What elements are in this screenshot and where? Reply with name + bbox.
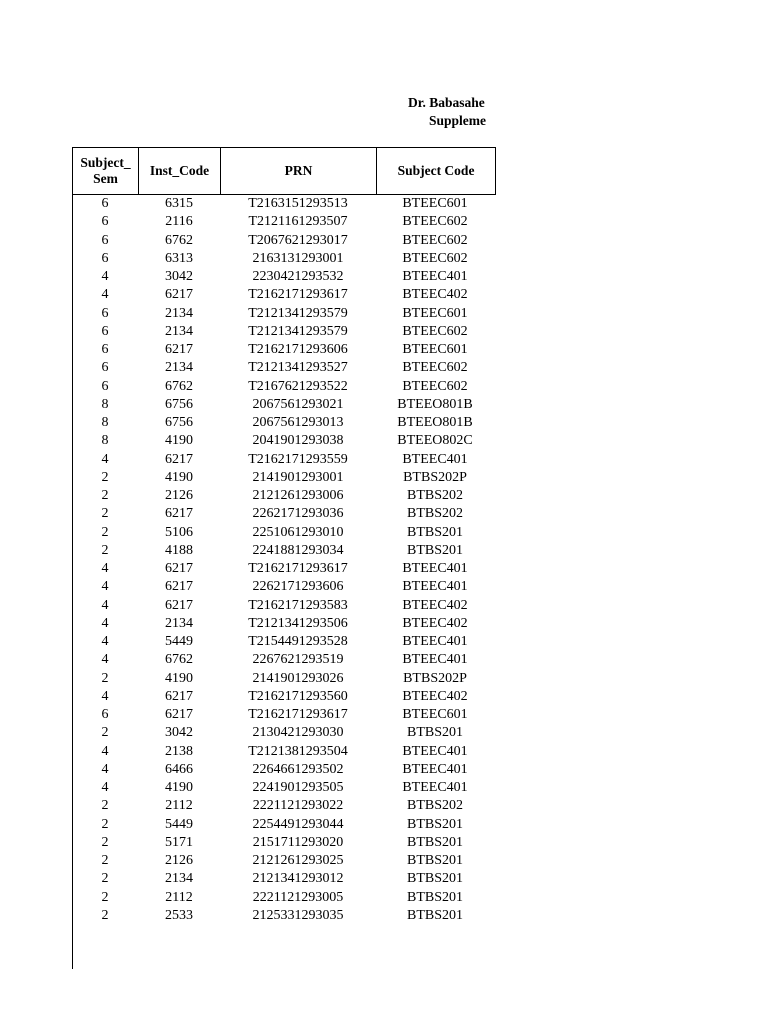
cell-prn: 2221121293005	[252, 889, 344, 905]
cell-prn: T2121341293579	[248, 323, 348, 339]
cell-inst-code: 4190	[165, 670, 193, 686]
cell-subject-sem: 4	[101, 269, 109, 284]
cell-subject-code: BTEEC401	[402, 652, 468, 668]
cell-subject-sem: 6	[101, 707, 109, 722]
cell-subject-sem: 6	[101, 323, 109, 339]
cell-prn: T2121341293579	[248, 305, 348, 321]
column-header-label: PRN	[284, 163, 313, 178]
cell-subject-code: BTBS201	[406, 907, 463, 923]
cell-subject-code: BTBS201	[406, 524, 463, 540]
cell-inst-code: 2134	[165, 323, 193, 339]
cell-subject-code: BTEEC402	[402, 615, 468, 631]
cell-prn: T2121341293527	[248, 360, 348, 376]
table-row	[72, 213, 496, 231]
cell-subject-sem: 2	[101, 670, 109, 686]
table-row	[72, 232, 496, 250]
cell-subject-sem: 4	[101, 451, 109, 467]
table-row	[72, 250, 496, 268]
cell-inst-code: 2134	[165, 615, 193, 631]
cell-subject-code: BTEEC602	[402, 250, 468, 266]
cell-prn: 2067561293021	[252, 396, 344, 412]
table-row	[72, 451, 496, 469]
cell-subject-sem: 2	[101, 871, 109, 887]
cell-prn: 2163131293001	[252, 250, 344, 266]
cell-prn: 2264661293502	[252, 761, 344, 777]
cell-prn: T2121381293504	[248, 743, 348, 759]
cell-subject-sem: 2	[101, 725, 109, 741]
table-row	[72, 889, 496, 907]
cell-prn: 2141901293026	[252, 670, 344, 686]
table-row	[72, 432, 496, 450]
column-header-subject-sem	[73, 148, 139, 194]
cell-inst-code: 5449	[165, 634, 193, 649]
cell-inst-code: 6217	[165, 342, 193, 357]
cell-inst-code: 2116	[165, 214, 193, 230]
cell-prn: T2167621293522	[248, 378, 348, 394]
table-row	[72, 743, 496, 761]
cell-subject-sem: 2	[101, 853, 109, 868]
cell-subject-code: BTEEO801B	[397, 415, 473, 430]
cell-subject-sem: 6	[101, 360, 109, 376]
cell-subject-code: BTEEO802C	[397, 433, 473, 449]
cell-subject-sem: 6	[101, 232, 109, 248]
cell-prn: T2163151293513	[248, 196, 348, 211]
cell-subject-sem: 4	[101, 561, 109, 576]
cell-subject-code: BTBS201	[406, 834, 463, 850]
cell-inst-code: 6217	[165, 451, 193, 467]
cell-inst-code: 4190	[165, 469, 193, 485]
table-row	[72, 597, 496, 615]
cell-subject-code: BTEEC602	[402, 232, 468, 248]
cell-prn: T2162171293559	[248, 451, 348, 467]
cell-inst-code: 6217	[165, 287, 193, 303]
cell-subject-code: BTEEC402	[402, 287, 468, 303]
cell-inst-code: 2126	[165, 488, 193, 503]
cell-inst-code: 6756	[165, 396, 193, 412]
table-row	[72, 305, 496, 323]
table-row	[72, 195, 496, 213]
cell-prn: 2151711293020	[252, 834, 344, 850]
results-table	[72, 147, 496, 925]
cell-subject-code: BTEEC401	[402, 561, 468, 576]
cell-prn: 2121261293006	[252, 488, 344, 503]
cell-subject-sem: 4	[101, 780, 109, 795]
cell-subject-code: BTBS202P	[403, 469, 467, 485]
cell-prn: 2121341293012	[252, 871, 344, 887]
cell-subject-code: BTEEC601	[402, 305, 468, 321]
cell-inst-code: 6762	[165, 232, 193, 248]
cell-inst-code: 6217	[165, 688, 193, 704]
table-row	[72, 633, 496, 651]
cell-inst-code: 4190	[165, 433, 193, 449]
cell-inst-code: 6315	[165, 196, 193, 211]
cell-subject-code: BTBS201	[406, 725, 463, 741]
cell-subject-sem: 2	[101, 798, 109, 814]
table-row	[72, 688, 496, 706]
cell-subject-code: BTEEC401	[402, 451, 468, 467]
column-header-label: Subject Code	[397, 163, 475, 178]
cell-inst-code: 2134	[165, 871, 193, 887]
cell-prn: 2121261293025	[252, 853, 344, 868]
table-row	[72, 286, 496, 304]
cell-inst-code: 5449	[165, 816, 193, 832]
cell-prn: T2162171293583	[248, 597, 348, 613]
cell-prn: 2230421293532	[252, 269, 344, 284]
cell-prn: 2141901293001	[252, 469, 344, 485]
table-row	[72, 834, 496, 852]
cell-subject-sem: 2	[101, 488, 109, 503]
cell-inst-code: 6313	[165, 250, 193, 266]
cell-inst-code: 5171	[165, 834, 193, 850]
cell-inst-code: 6756	[165, 415, 193, 430]
cell-inst-code: 2112	[165, 798, 193, 814]
cell-subject-code: BTBS202	[406, 798, 463, 814]
cell-subject-code: BTBS202	[406, 488, 463, 503]
cell-subject-code: BTBS202	[406, 506, 463, 522]
cell-subject-sem: 6	[101, 305, 109, 321]
cell-inst-code: 6217	[165, 707, 193, 722]
cell-subject-code: BTBS201	[406, 871, 463, 887]
cell-subject-sem: 2	[101, 506, 109, 522]
table-header	[72, 147, 496, 195]
cell-subject-sem: 4	[101, 615, 109, 631]
cell-subject-code: BTEEC401	[402, 579, 468, 595]
cell-subject-sem: 2	[101, 524, 109, 540]
table-row	[72, 341, 496, 359]
cell-subject-sem: 8	[101, 396, 109, 412]
table-row	[72, 359, 496, 377]
cell-subject-sem: 2	[101, 907, 109, 923]
cell-subject-code: BTEEC402	[402, 688, 468, 704]
table-row	[72, 724, 496, 742]
cell-subject-code: BTEEC401	[402, 634, 468, 649]
cell-inst-code: 4190	[165, 780, 193, 795]
cell-inst-code: 6217	[165, 579, 193, 595]
table-row	[72, 578, 496, 596]
cell-subject-code: BTEEC401	[402, 269, 468, 284]
cell-subject-code: BTEEC601	[402, 196, 468, 211]
cell-prn: 2241901293505	[252, 780, 344, 795]
cell-subject-sem: 2	[101, 816, 109, 832]
cell-prn: 2041901293038	[252, 433, 344, 449]
cell-subject-code: BTBS201	[406, 542, 463, 558]
table-row	[72, 268, 496, 286]
cell-subject-code: BTEEC401	[402, 780, 468, 795]
cell-subject-sem: 8	[101, 415, 109, 430]
table-row	[72, 706, 496, 724]
cell-subject-sem: 2	[101, 469, 109, 485]
cell-inst-code: 3042	[165, 725, 193, 741]
cell-inst-code: 4188	[165, 542, 193, 558]
table-row	[72, 761, 496, 779]
cell-subject-code: BTEEC602	[402, 360, 468, 376]
table-row	[72, 396, 496, 414]
cell-subject-code: BTBS201	[406, 889, 463, 905]
cell-inst-code: 6762	[165, 378, 193, 394]
cell-subject-sem: 8	[101, 433, 109, 449]
table-row	[72, 323, 496, 341]
table-row	[72, 797, 496, 815]
cell-subject-sem: 4	[101, 597, 109, 613]
cell-subject-code: BTEEC602	[402, 378, 468, 394]
table-row	[72, 615, 496, 633]
cell-prn: 2267621293519	[252, 652, 344, 668]
cell-prn: 2262171293606	[252, 579, 344, 595]
table-body	[72, 195, 496, 925]
left-border	[72, 195, 74, 969]
cell-subject-code: BTEEC401	[402, 743, 468, 759]
table-row	[72, 870, 496, 888]
cell-prn: 2067561293013	[252, 415, 344, 430]
cell-prn: T2162171293617	[248, 707, 348, 722]
cell-inst-code: 2134	[165, 305, 193, 321]
cell-inst-code: 6217	[165, 561, 193, 576]
cell-subject-sem: 2	[101, 889, 109, 905]
column-header-subject-code	[377, 148, 495, 194]
cell-inst-code: 2112	[165, 889, 193, 905]
cell-subject-code: BTEEC602	[402, 323, 468, 339]
sheet-title-line2: Suppleme	[429, 113, 487, 128]
column-header-label: Subject_ Sem	[80, 155, 131, 186]
cell-subject-sem: 4	[101, 287, 109, 303]
table-row	[72, 469, 496, 487]
cell-prn: T2121161293507	[248, 214, 348, 230]
table-row	[72, 505, 496, 523]
cell-subject-code: BTEEC602	[402, 214, 468, 230]
column-header-prn	[221, 148, 377, 194]
cell-inst-code: 3042	[165, 269, 193, 284]
cell-prn: 2125331293035	[252, 907, 344, 923]
cell-subject-sem: 6	[101, 250, 109, 266]
cell-subject-code: BTEEC601	[402, 707, 468, 722]
table-row	[72, 816, 496, 834]
cell-prn: 2262171293036	[252, 506, 344, 522]
cell-prn: 2241881293034	[252, 542, 344, 558]
table-row	[72, 524, 496, 542]
cell-subject-code: BTBS201	[406, 853, 463, 868]
cell-subject-code: BTEEC601	[402, 342, 468, 357]
cell-subject-sem: 4	[101, 761, 109, 777]
cell-inst-code: 6762	[165, 652, 193, 668]
cell-subject-sem: 4	[101, 688, 109, 704]
cell-subject-sem: 6	[101, 378, 109, 394]
cell-inst-code: 5106	[165, 524, 193, 540]
cell-subject-sem: 4	[101, 743, 109, 759]
cell-prn: T2162171293617	[248, 287, 348, 303]
table-row	[72, 852, 496, 870]
cell-subject-code: BTEEO801B	[397, 396, 473, 412]
cell-subject-sem: 6	[101, 214, 109, 230]
table-row	[72, 378, 496, 396]
cell-prn: T2162171293617	[248, 561, 348, 576]
table-row	[72, 907, 496, 925]
cell-subject-code: BTBS201	[406, 816, 463, 832]
table-row	[72, 651, 496, 669]
table-row	[72, 414, 496, 432]
cell-inst-code: 2126	[165, 853, 193, 868]
column-header-inst-code	[139, 148, 221, 194]
cell-prn: 2221121293022	[252, 798, 344, 814]
cell-prn: 2251061293010	[252, 524, 344, 540]
cell-subject-sem: 4	[101, 634, 109, 649]
cell-prn: 2254491293044	[252, 816, 344, 832]
cell-inst-code: 6217	[165, 597, 193, 613]
cell-inst-code: 2138	[165, 743, 193, 759]
table-row	[72, 560, 496, 578]
cell-subject-sem: 4	[101, 579, 109, 595]
cell-subject-code: BTEEC401	[402, 761, 468, 777]
table-row	[72, 487, 496, 505]
cell-inst-code: 6466	[165, 761, 193, 777]
cell-inst-code: 2533	[165, 907, 193, 923]
cell-subject-sem: 2	[101, 834, 109, 850]
cell-prn: T2162171293560	[248, 688, 348, 704]
cell-subject-sem: 6	[101, 342, 109, 357]
cell-subject-code: BTBS202P	[403, 670, 467, 686]
table-row	[72, 779, 496, 797]
cell-prn: T2154491293528	[248, 634, 348, 649]
cell-subject-sem: 2	[101, 542, 109, 558]
cell-subject-sem: 4	[101, 652, 109, 668]
table-row	[72, 542, 496, 560]
cell-subject-code: BTEEC402	[402, 597, 468, 613]
cell-prn: T2121341293506	[248, 615, 348, 631]
cell-prn: T2162171293606	[248, 342, 348, 357]
cell-inst-code: 6217	[165, 506, 193, 522]
cell-prn: T2067621293017	[248, 232, 348, 248]
sheet-title-line1: Dr. Babasahe	[408, 95, 485, 110]
table-row	[72, 670, 496, 688]
cell-prn: 2130421293030	[252, 725, 344, 741]
cell-inst-code: 2134	[165, 360, 193, 376]
column-header-label: Inst_Code	[149, 163, 210, 178]
cell-subject-sem: 6	[101, 196, 109, 211]
